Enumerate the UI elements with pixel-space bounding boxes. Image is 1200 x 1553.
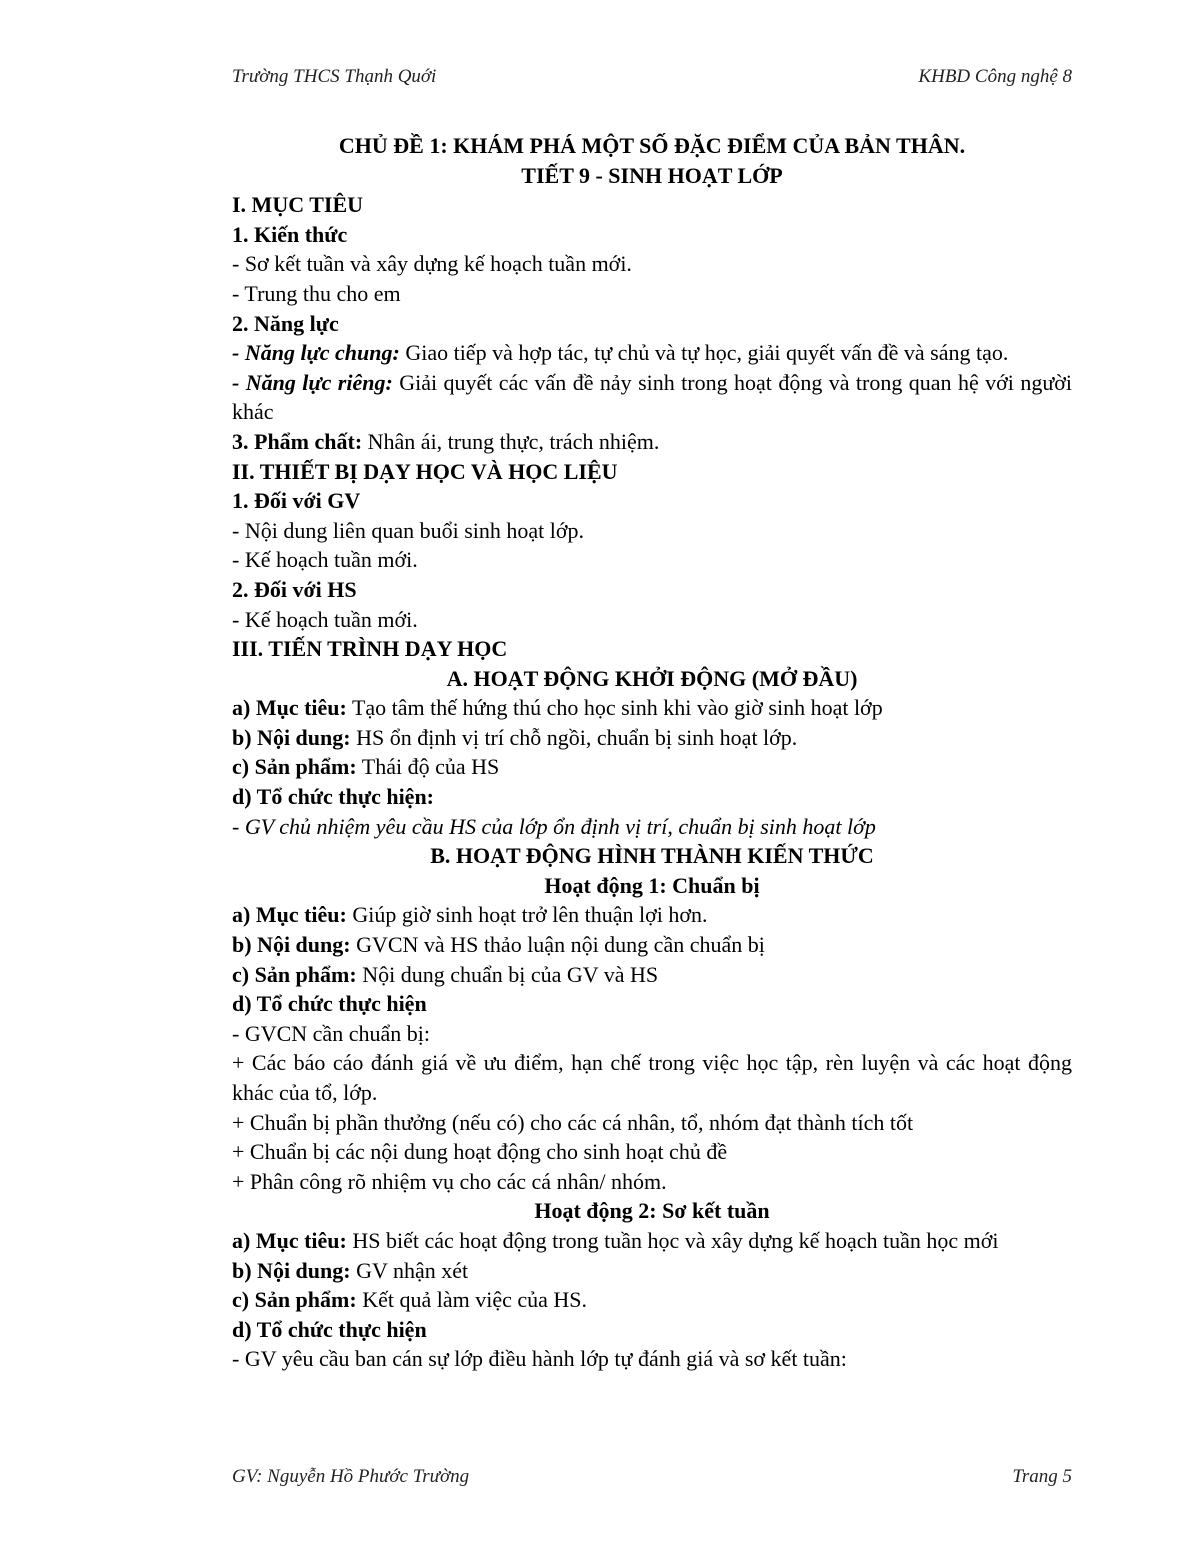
act1-org-item: + Phân công rõ nhiệm vụ cho các cá nhân/ nhóm. [232, 1168, 667, 1194]
specific-ability-label: - Năng lực riêng: [232, 369, 393, 395]
knowledge-item: - Trung thu cho em [232, 280, 401, 306]
act2-org-item: - GV yêu cầu ban cán sự lớp điều hành lớp tự đánh giá và sơ kết tuần: [232, 1346, 847, 1372]
act1-content [232, 930, 1072, 960]
general-ability [232, 338, 1072, 368]
specific-ability-text: Giải quyết các vấn đề nảy sinh trong hoạt động và trong quan hệ với người khác [232, 369, 1072, 425]
for-teacher-heading: 1. Đối với GV [232, 488, 361, 514]
act1-content-text: GVCN và HS thảo luận nội dung cần chuẩn bị [350, 932, 765, 958]
a-product [232, 752, 1072, 782]
act2-content-text: GV nhận xét [350, 1257, 469, 1283]
general-ability-text: Giao tiếp và hợp tác, tự chủ và tự học, giải quyết vấn đề và sáng tạo. [399, 340, 1009, 366]
activity-b-heading: B. HOẠT ĐỘNG HÌNH THÀNH KIẾN THỨC [430, 843, 874, 869]
for-student-heading: 2. Đối với HS [232, 576, 357, 602]
act1-goal-label: a) Mục tiêu: [232, 902, 347, 928]
act1-goal [232, 900, 1072, 930]
header-subject: KHBD Công nghệ 8 [918, 66, 1072, 87]
act2-goal-label: a) Mục tiêu: [232, 1227, 347, 1253]
act2-goal [232, 1226, 1072, 1256]
a-goal [232, 693, 1072, 723]
act1-goal-text: Giúp giờ sinh hoạt trở lên thuận lợi hơn. [346, 902, 708, 928]
act1-org-item: - GVCN cần chuẩn bị: [232, 1020, 430, 1046]
a-content-label: b) Nội dung: [232, 724, 351, 750]
document-body [232, 131, 1072, 1374]
act2-product-text: Kết quả làm việc của HS. [356, 1287, 587, 1313]
specific-ability [232, 368, 1072, 427]
activity-1-title: Hoạt động 1: Chuẩn bị [544, 872, 760, 898]
lesson-title: TIẾT 9 - SINH HOẠT LỚP [521, 162, 783, 188]
section-objectives-heading: I. MỤC TIÊU [232, 192, 364, 218]
act2-content-label: b) Nội dung: [232, 1257, 351, 1283]
act1-product-label: c) Sản phẩm: [232, 961, 357, 987]
a-product-label: c) Sản phẩm: [232, 754, 357, 780]
section-equipment-heading: II. THIẾT BỊ DẠY HỌC VÀ HỌC LIỆU [232, 458, 618, 484]
quality-label: 3. Phẩm chất: [232, 428, 363, 454]
a-org-item: - GV chủ nhiệm yêu cầu HS của lớp ổn định vị trí, chuẩn bị sinh hoạt lớp [232, 813, 876, 839]
act1-org-item: + Chuẩn bị phần thưởng (nếu có) cho các cá nhân, tổ, nhóm đạt thành tích tốt [232, 1109, 914, 1135]
act2-org-label: d) Tổ chức thực hiện [232, 1316, 427, 1342]
teacher-item: - Nội dung liên quan buổi sinh hoạt lớp. [232, 517, 584, 543]
a-content-text: HS ổn định vị trí chỗ ngồi, chuẩn bị sinh hoạt lớp. [350, 724, 798, 750]
quality [232, 427, 1072, 457]
activity-a-heading: A. HOẠT ĐỘNG KHỞI ĐỘNG (MỞ ĐẦU) [446, 665, 858, 691]
act2-content [232, 1256, 1072, 1286]
topic-title: CHỦ ĐỀ 1: KHÁM PHÁ MỘT SỐ ĐẶC ĐIỂM CỦA BẢN THÂN. [338, 133, 966, 158]
act1-product [232, 960, 1072, 990]
a-content [232, 723, 1072, 753]
footer-teacher: GV: Nguyễn Hồ Phước Trường [232, 1466, 470, 1487]
header-school: Trường THCS Thạnh Quới [232, 66, 437, 87]
a-product-text: Thái độ của HS [356, 754, 500, 780]
section-process-heading: III. TIẾN TRÌNH DẠY HỌC [232, 636, 508, 662]
act2-product [232, 1285, 1072, 1315]
footer-page-number: Trang 5 [1012, 1466, 1072, 1487]
act2-product-label: c) Sản phẩm: [232, 1287, 357, 1313]
a-org-label: d) Tổ chức thực hiện: [232, 784, 435, 810]
a-goal-text: Tạo tâm thế hứng thú cho học sinh khi vào giờ sinh hoạt lớp [346, 695, 883, 721]
act2-goal-text: HS biết các hoạt động trong tuần học và xây dựng kế hoạch tuần học mới [346, 1227, 999, 1253]
activity-2-title: Hoạt động 2: Sơ kết tuần [534, 1198, 770, 1224]
act1-content-label: b) Nội dung: [232, 932, 351, 958]
knowledge-item: - Sơ kết tuần và xây dựng kế hoạch tuần mới. [232, 251, 632, 277]
ability-heading: 2. Năng lực [232, 310, 339, 336]
quality-text: Nhân ái, trung thực, trách nhiệm. [362, 428, 660, 454]
act1-org-item: + Các báo cáo đánh giá về ưu điểm, hạn chế trong việc học tập, rèn luyện và các hoạt động khác của tổ, lớp. [232, 1050, 1072, 1105]
act1-org-item: + Chuẩn bị các nội dung hoạt động cho sinh hoạt chủ đề [232, 1139, 728, 1165]
general-ability-label: - Năng lực chung: [232, 340, 400, 366]
student-item: - Kế hoạch tuần mới. [232, 606, 418, 632]
page-footer [232, 1466, 1072, 1494]
a-goal-label: a) Mục tiêu: [232, 695, 347, 721]
knowledge-heading: 1. Kiến thức [232, 221, 348, 247]
act1-product-text: Nội dung chuẩn bị của GV và HS [356, 961, 659, 987]
teacher-item: - Kế hoạch tuần mới. [232, 547, 418, 573]
page-header [232, 66, 1072, 94]
act1-org-label: d) Tổ chức thực hiện [232, 991, 427, 1017]
